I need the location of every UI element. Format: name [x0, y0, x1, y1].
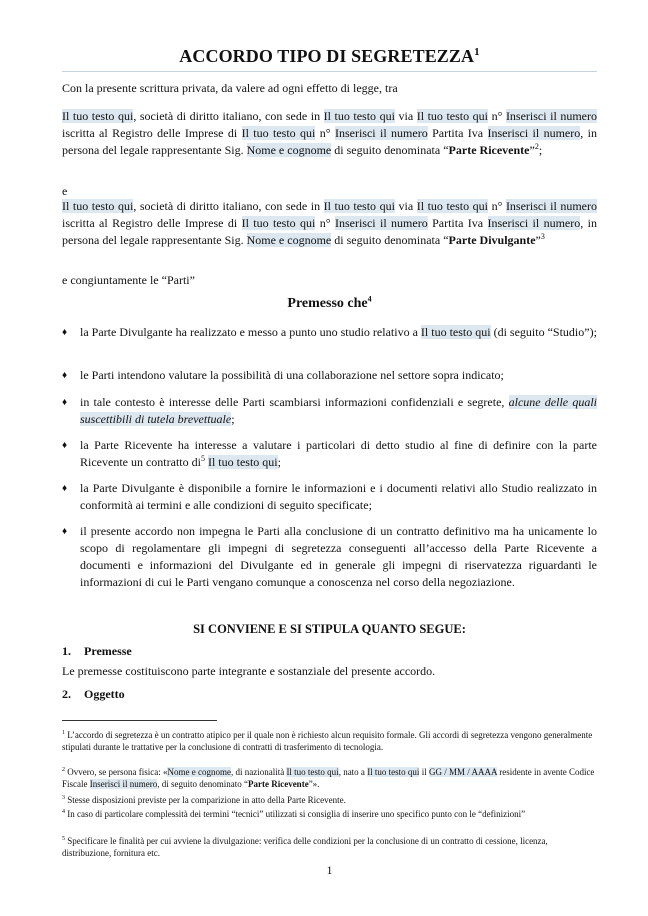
section-heading-premesse: 1. Premesse: [62, 644, 132, 658]
list-item: ♦ le Parti intendono valutare la possibilità di una collaborazione nel settore sopra indicato;: [62, 368, 504, 382]
placeholder-field[interactable]: Il tuo testo qui: [241, 126, 316, 140]
footnote-ref: 1: [474, 46, 480, 58]
footnote: $^3$ Stesse disposizioni previste per la comparizione in atto della Parte Ricevente.: [62, 795, 346, 805]
party-receiving-paragraph: Il tuo testo qui, società di diritto italiano, con sede in Il tuo testo qui via Il tuo testo qui n° Inserisci il numero iscritta al Registro delle Imprese di Il tuo testo qui n° Inserisci il numero Partita Iva Inserisci il numero, in persona del legale rappresentante Sig. Nome e cognome di seguito denominata “Parte Ricevente”$^2$;: [62, 109, 598, 157]
placeholder-field[interactable]: Il tuo testo qui: [416, 199, 489, 213]
footnote-ref: 5: [200, 454, 205, 463]
footnote-separator: [62, 720, 217, 721]
placeholder-field[interactable]: Inserisci il numero: [487, 216, 581, 230]
footnote: $^2$ Ovvero, se persona fisica: «Nome e cognome, di nazionalità Il tuo testo qui, nato a Il tuo testo qui il GG / MM / AAAA residente in avente Codice Fiscale Inserisci il numero, di seguito denominato “Parte Ricevente”».: [62, 767, 595, 790]
jointly-paragraph: e congiuntamente le “Parti”: [62, 273, 195, 287]
placeholder-field[interactable]: Il tuo testo qui: [286, 767, 339, 777]
party-role: Parte Ricevente: [448, 143, 530, 157]
section-heading-oggetto: 2. Oggetto: [62, 687, 125, 701]
placeholder-field[interactable]: Nome e cognome: [167, 767, 231, 777]
premesso-heading: Premesso che$^4$: [287, 294, 372, 311]
placeholder-field[interactable]: Il tuo testo qui: [62, 199, 134, 213]
party-role: Parte Divulgante: [448, 233, 536, 247]
placeholder-field[interactable]: Il tuo testo qui: [207, 455, 278, 469]
placeholder-field[interactable]: Il tuo testo qui: [367, 767, 420, 777]
and-connector: e: [62, 184, 68, 198]
placeholder-field[interactable]: Inserisci il numero: [89, 779, 158, 790]
date-placeholder-field[interactable]: GG / MM / AAAA: [428, 767, 497, 777]
footnote: $^4$ In caso di particolare complessità dei termini “tecnici” utilizzati si consiglia di inserire uno specifico punto con le “definizioni”: [62, 809, 526, 819]
placeholder-field[interactable]: Inserisci il numero: [334, 216, 428, 230]
document-title: ACCORDO TIPO DI SEGRETEZZA$^1$: [179, 46, 480, 66]
diamond-bullet-icon: ♦: [62, 397, 68, 408]
placeholder-field[interactable]: alcune delle quali suscettibili di tutela brevettuale: [80, 395, 597, 426]
placeholder-field[interactable]: Il tuo testo qui: [323, 199, 395, 213]
placeholder-field[interactable]: Il tuo testo qui: [420, 325, 491, 339]
page-number: 1: [326, 863, 333, 877]
title-divider: [62, 71, 597, 72]
placeholder-field[interactable]: Il tuo testo qui: [62, 109, 134, 123]
list-item: ♦ la Parte Divulgante ha realizzato e messo a punto uno studio relativo a Il tuo testo qui (di seguito “Studio”);: [62, 325, 597, 339]
list-item: ♦ il presente accordo non impegna le Parti alla conclusione di un contratto definitivo ma ha unicamente lo scopo di regolamentare gli impegni di segretezza conseguenti all’accesso della Parte Ricevente a documenti e informazioni del Divulgante ed in generale gli impegni di riservatezza riguardanti le informazioni di cui le Parti vengano comunque a conoscenza nel corso della negoziazione.: [62, 524, 597, 589]
placeholder-field[interactable]: Il tuo testo qui: [323, 109, 395, 123]
footnote-ref: 4: [367, 294, 372, 304]
placeholder-field[interactable]: Inserisci il numero: [487, 126, 581, 140]
placeholder-field[interactable]: Il tuo testo qui: [241, 216, 316, 230]
placeholder-field[interactable]: Inserisci il numero: [505, 199, 598, 213]
diamond-bullet-icon: ♦: [62, 370, 68, 381]
list-item: ♦ in tale contesto è interesse delle Parti scambiarsi informazioni confidenziali e segrete, alcune delle quali suscettibili di tutela brevettuale;: [62, 395, 597, 426]
list-item: ♦ la Parte Divulgante è disponibile a fornire le informazioni e i documenti relativi allo Studio realizzato in conformità ai termini e alle condizioni di seguito specificate;: [62, 481, 597, 512]
section-text: Le premesse costituiscono parte integrante e sostanziale del presente accordo.: [62, 664, 436, 678]
convene-heading: SI CONVIENE E SI STIPULA QUANTO SEGUE:: [193, 622, 466, 636]
footnote: $^1$ L’accordo di segretezza è un contratto atipico per il quale non è richiesto alcun requisito formale. Gli accordi di segretezza vengono generalmente stipulati durante le trattative per la conclusione di contratti di trasferimento di tecnologia.: [62, 730, 593, 753]
footnote-ref: 3: [540, 232, 545, 241]
intro-paragraph: Con la presente scrittura privata, da valere ad ogni effetto di legge, tra: [62, 81, 398, 95]
footnote-ref: 2: [534, 142, 539, 151]
placeholder-field[interactable]: Inserisci il numero: [334, 126, 428, 140]
placeholder-field[interactable]: Inserisci il numero: [505, 109, 598, 123]
list-item: ♦ la Parte Ricevente ha interesse a valutare i particolari di detto studio al fine di definire con la parte Ricevente un contratto $di^5$ Il tuo testo qui;: [62, 438, 597, 469]
diamond-bullet-icon: ♦: [62, 483, 68, 494]
placeholder-field[interactable]: Il tuo testo qui: [416, 109, 489, 123]
placeholder-field[interactable]: Nome e cognome: [246, 143, 332, 157]
party-disclosing-paragraph: Il tuo testo qui, società di diritto italiano, con sede in Il tuo testo qui via Il tuo testo qui n° Inserisci il numero iscritta al Registro delle Imprese di Il tuo testo qui n° Inserisci il numero Partita Iva Inserisci il numero, in persona del legale rappresentante Sig. Nome e cognome di seguito denominata “Parte Divulgante”$^3$: [62, 199, 598, 247]
diamond-bullet-icon: ♦: [62, 526, 68, 537]
footnote: $^5$ Specificare le finalità per cui avviene la divulgazione: verifica delle condizioni per la conclusione di un contratto di cessione, licenza, distribuzione, fornitura etc.: [62, 836, 548, 859]
diamond-bullet-icon: ♦: [62, 440, 68, 451]
diamond-bullet-icon: ♦: [62, 327, 68, 338]
placeholder-field[interactable]: Nome e cognome: [246, 233, 332, 247]
